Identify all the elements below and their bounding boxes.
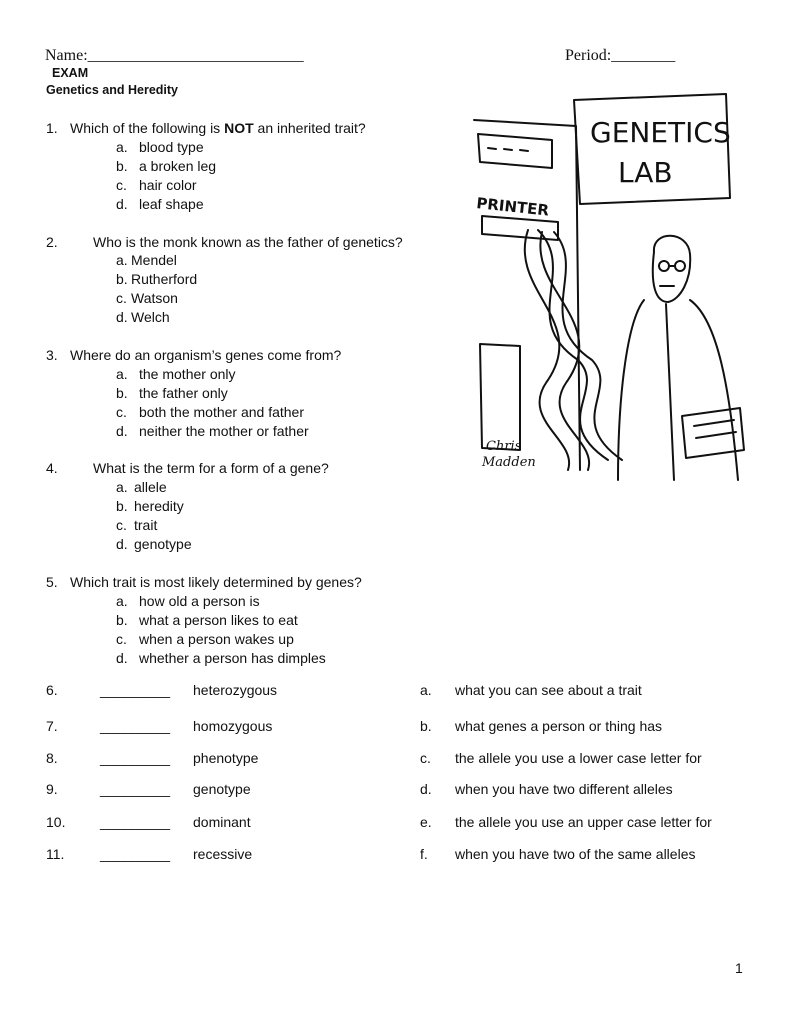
question-1-text	[70, 120, 366, 136]
question-5-option-d-letter: d.	[116, 650, 128, 666]
matching-row-number: 7.	[46, 718, 58, 734]
matching-definition-letter: e.	[420, 814, 432, 830]
printer-label: PRINTER	[475, 194, 550, 220]
question-3-number: 3.	[46, 347, 58, 363]
question-5-option-b-letter: b.	[116, 612, 128, 628]
matching-term: homozygous	[193, 718, 273, 734]
period-field-label: Period:________	[565, 47, 676, 64]
question-5-option-a-letter: a.	[116, 593, 128, 609]
matching-term: genotype	[193, 781, 251, 797]
panel-buttons	[488, 148, 528, 151]
matching-definition-letter: a.	[420, 682, 432, 698]
matching-row-number: 10.	[46, 814, 66, 830]
question-4-option-c: trait	[134, 517, 158, 533]
question-4-text: What is the term for a form of a gene?	[93, 460, 329, 476]
question-1-option-c: hair color	[139, 177, 197, 193]
matching-definition: the allele you use a lower case letter for	[455, 750, 702, 766]
matching-answer-blank[interactable]: _________	[100, 718, 171, 734]
glasses-left-lens	[659, 261, 669, 271]
question-1-text-before: Which of the following is	[70, 120, 225, 136]
question-2-option-c-letter: c.	[116, 290, 127, 306]
question-2-text: Who is the monk known as the father of genetics?	[93, 234, 403, 250]
question-2-option-b-letter: b.	[116, 271, 128, 287]
question-3-option-d-letter: d.	[116, 423, 128, 439]
question-2-option-c: Watson	[131, 290, 178, 306]
question-4-option-b: heredity	[134, 498, 184, 514]
genetics-lab-cartoon	[468, 90, 758, 490]
matching-answer-blank[interactable]: _________	[100, 781, 171, 797]
matching-term: phenotype	[193, 750, 259, 766]
cabinet-door	[480, 344, 520, 450]
matching-definition: when you have two of the same alleles	[455, 846, 696, 862]
question-1-emphasis: NOT	[224, 120, 254, 136]
matching-definition-letter: b.	[420, 718, 432, 734]
question-1-option-b-letter: b.	[116, 158, 128, 174]
name-field-label: Name:___________________________	[45, 47, 304, 64]
artist-signature-line1: Chris	[486, 439, 522, 454]
question-3-option-a-letter: a.	[116, 366, 128, 382]
question-2-number: 2.	[46, 234, 58, 250]
matching-row-number: 6.	[46, 682, 58, 698]
matching-row-number: 11.	[46, 846, 65, 862]
matching-definition: what genes a person or thing has	[455, 718, 663, 734]
question-5-option-b: what a person likes to eat	[139, 612, 298, 628]
question-5-option-d: whether a person has dimples	[139, 650, 326, 666]
control-panel	[478, 134, 552, 168]
matching-answer-blank[interactable]: _________	[100, 814, 171, 830]
subject-title: Genetics and Heredity	[46, 83, 178, 97]
question-5-option-c-letter: c.	[116, 631, 127, 647]
exam-label: EXAM	[52, 66, 89, 80]
clipboard-lines	[694, 420, 736, 438]
matching-definition: what you can see about a trait	[455, 682, 642, 698]
matching-definition: the allele you use an upper case letter for	[455, 814, 712, 830]
question-1-option-d-letter: d.	[116, 196, 128, 212]
question-2-option-d-letter: d.	[116, 309, 128, 325]
question-5-option-c: when a person wakes up	[139, 631, 294, 647]
question-1-option-a: blood type	[139, 139, 204, 155]
question-1-number: 1.	[46, 120, 58, 136]
matching-answer-blank[interactable]: _________	[100, 682, 171, 698]
question-3-text: Where do an organism’s genes come from?	[70, 347, 342, 363]
matching-answer-blank[interactable]: _________	[100, 846, 171, 862]
question-4-number: 4.	[46, 460, 58, 476]
question-4-option-d: genotype	[134, 536, 192, 552]
question-2-option-a-letter: a.	[116, 252, 128, 268]
question-1-option-a-letter: a.	[116, 139, 128, 155]
question-4-option-a: allele	[134, 479, 167, 495]
question-1-option-d: leaf shape	[139, 196, 204, 212]
matching-row-number: 9.	[46, 781, 58, 797]
question-3-option-c: both the mother and father	[139, 404, 304, 420]
question-5-option-a: how old a person is	[139, 593, 260, 609]
matching-definition-letter: d.	[420, 781, 432, 797]
artist-signature-line2: Madden	[482, 455, 536, 470]
question-1-option-c-letter: c.	[116, 177, 127, 193]
question-4-option-b-letter: b.	[116, 498, 128, 514]
question-3-option-b: the father only	[139, 385, 228, 401]
question-2-option-a: Mendel	[131, 252, 177, 268]
matching-definition-letter: f.	[420, 846, 428, 862]
question-4-option-d-letter: d.	[116, 536, 128, 552]
question-2-option-b: Rutherford	[131, 271, 198, 287]
question-2-option-d: Welch	[131, 309, 170, 325]
question-5-number: 5.	[46, 574, 58, 590]
question-3-option-c-letter: c.	[116, 404, 127, 420]
sign-text-line2: LAB	[618, 156, 673, 189]
matching-term: dominant	[193, 814, 251, 830]
dna-ribbon-4	[554, 232, 622, 460]
glasses-right-lens	[675, 261, 685, 271]
question-3-option-d: neither the mother or father	[139, 423, 309, 439]
question-3-option-b-letter: b.	[116, 385, 128, 401]
matching-term: heterozygous	[193, 682, 278, 698]
matching-answer-blank[interactable]: _________	[100, 750, 171, 766]
page-number: 1	[735, 960, 743, 976]
question-5-text: Which trait is most likely determined by genes?	[70, 574, 362, 590]
matching-definition-letter: c.	[420, 750, 431, 766]
matching-row-number: 8.	[46, 750, 58, 766]
sign-text-line1: GENETICS	[590, 116, 731, 149]
question-1-text-after: an inherited trait?	[253, 120, 366, 136]
question-4-option-c-letter: c.	[116, 517, 127, 533]
matching-definition: when you have two different alleles	[455, 781, 673, 797]
question-3-option-a: the mother only	[139, 366, 236, 382]
printer-slot	[482, 216, 558, 240]
question-1-option-b: a broken leg	[139, 158, 217, 174]
matching-term: recessive	[193, 846, 253, 862]
dna-ribbon-1	[525, 230, 569, 470]
question-4-option-a-letter: a.	[116, 479, 128, 495]
